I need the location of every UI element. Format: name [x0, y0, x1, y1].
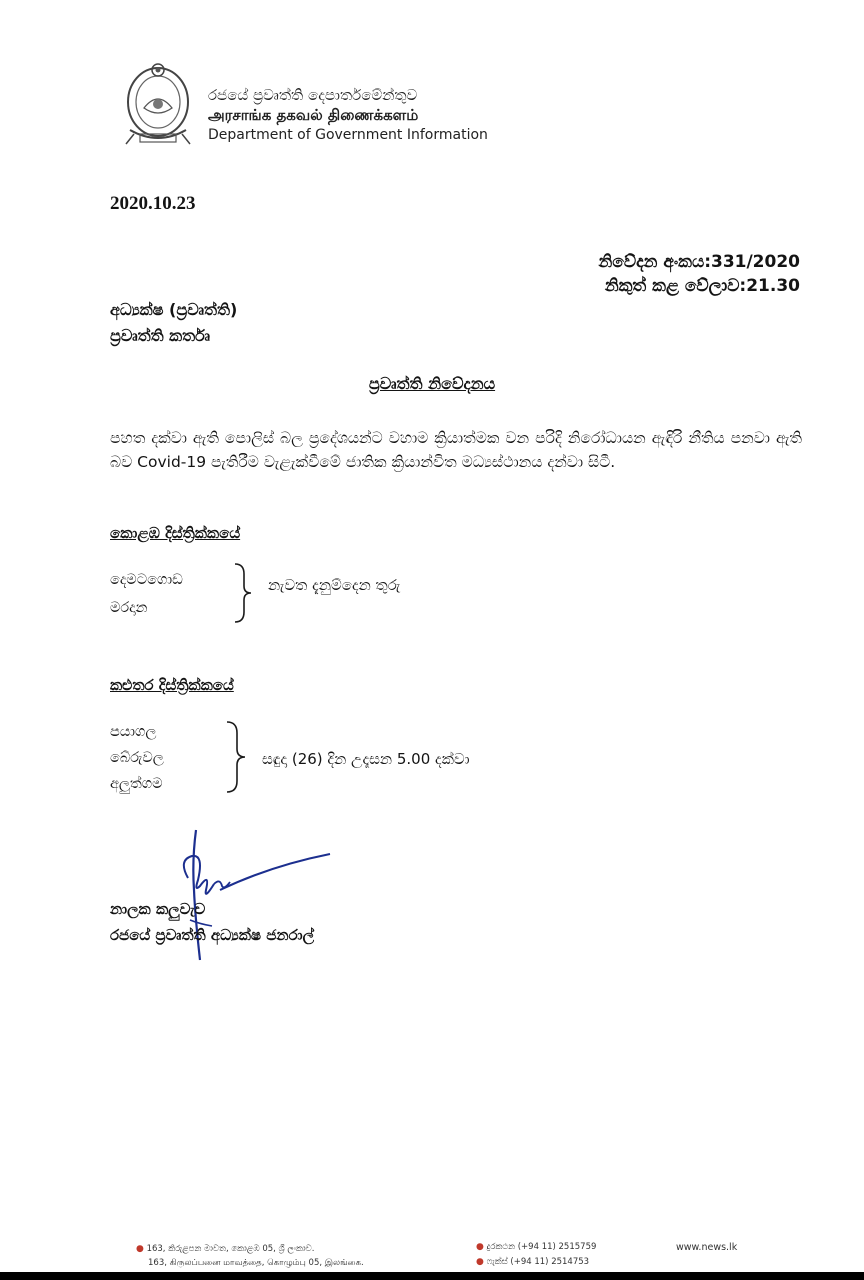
district-note-kalutara: සඳුදා (26) දින උදෑසන 5.00 දක්වා	[262, 750, 470, 768]
footer-fax-label: ෆැක්ස්	[486, 1257, 508, 1267]
footer-website[interactable]: www.news.lk	[676, 1242, 738, 1253]
document-date: 2020.10.23	[110, 193, 196, 214]
footer-phone-number: (+94 11) 2515759	[517, 1242, 597, 1252]
area-item: පයාගල	[110, 724, 157, 740]
department-name-english: Department of Government Information	[208, 127, 488, 143]
footer-phone	[476, 1242, 596, 1252]
area-item: අලුත්ගම	[110, 776, 163, 792]
footer-bullet-icon: ●	[136, 1244, 144, 1254]
document-title	[0, 374, 864, 394]
signatory-name: නාලක කලුවැව	[110, 900, 206, 918]
brace-icon	[232, 562, 254, 624]
footer-fax	[476, 1257, 589, 1267]
footer-phone-label: දුරකථන	[486, 1242, 516, 1252]
district-heading-kalutara: කළුතර දිස්ත්‍රික්කයේ	[110, 676, 234, 694]
brace-icon	[224, 720, 248, 794]
document-title-text: ප්‍රවෘත්ති නිවේදනය	[368, 374, 496, 393]
footer-fax-number: (+94 11) 2514753	[510, 1257, 590, 1267]
district-note-colombo: නැවත දැනුම්දෙන තුරු	[268, 576, 401, 594]
addressee-line-2: ප්‍රවෘත්ති කර්තෘ	[110, 326, 211, 345]
issued-time: නිකුත් කළ වේලාව:21.30	[604, 276, 800, 296]
footer-address-sinhala-text: 163, කිරුළපන මාවත, කොළඹ 05, ශ්‍රී ලංකාව.	[146, 1244, 315, 1254]
signatory-title: රජයේ ප්‍රවෘත්ති අධ්‍යක්ෂ ජනරාල්	[110, 926, 315, 944]
footer-address-tamil: 163, கிருலப்பனை மாவத்தை, கொழும்பு 05, இலங்கை.	[148, 1258, 364, 1268]
footer-bullet-icon: ●	[476, 1242, 484, 1252]
footer-bullet-icon: ●	[476, 1257, 484, 1267]
signature-icon	[170, 820, 400, 970]
district-heading-colombo: කොළඹ දිස්ත්‍රික්කයේ	[110, 524, 241, 542]
area-item: මරදාන	[110, 600, 148, 616]
body-paragraph: පහත දක්වා ඇති පොලිස් බල ප්‍රදේශයන්ට වහාම ක්‍රියාත්මක වන පරිදි නිරෝධායන ඇඳිරි නීතිය පනවා ඇති බව Covid-19 පැතිරීම වැළැක්වීමේ ජාතික ක්‍රියාන්විත මධ්‍යස්ථානය දන්වා සිටී.	[110, 429, 802, 471]
bottom-edge-bar	[0, 1272, 864, 1280]
area-item: දෙමටගොඩ	[110, 572, 183, 588]
department-name-sinhala: රජයේ ප්‍රවෘත්ති දෙපාර්තමේන්තුව	[208, 86, 418, 104]
government-emblem-icon	[118, 60, 198, 150]
footer-address-sinhala	[136, 1244, 315, 1254]
addressee-line-1: අධ්‍යක්ෂ (ප්‍රවෘත්ති)	[110, 300, 238, 319]
area-item: බේරුවල	[110, 750, 164, 766]
notice-number: නිවේදන අංකය:331/2020	[598, 252, 800, 272]
department-name-tamil: அரசாங்க தகவல் திணைக்களம்	[208, 106, 419, 124]
